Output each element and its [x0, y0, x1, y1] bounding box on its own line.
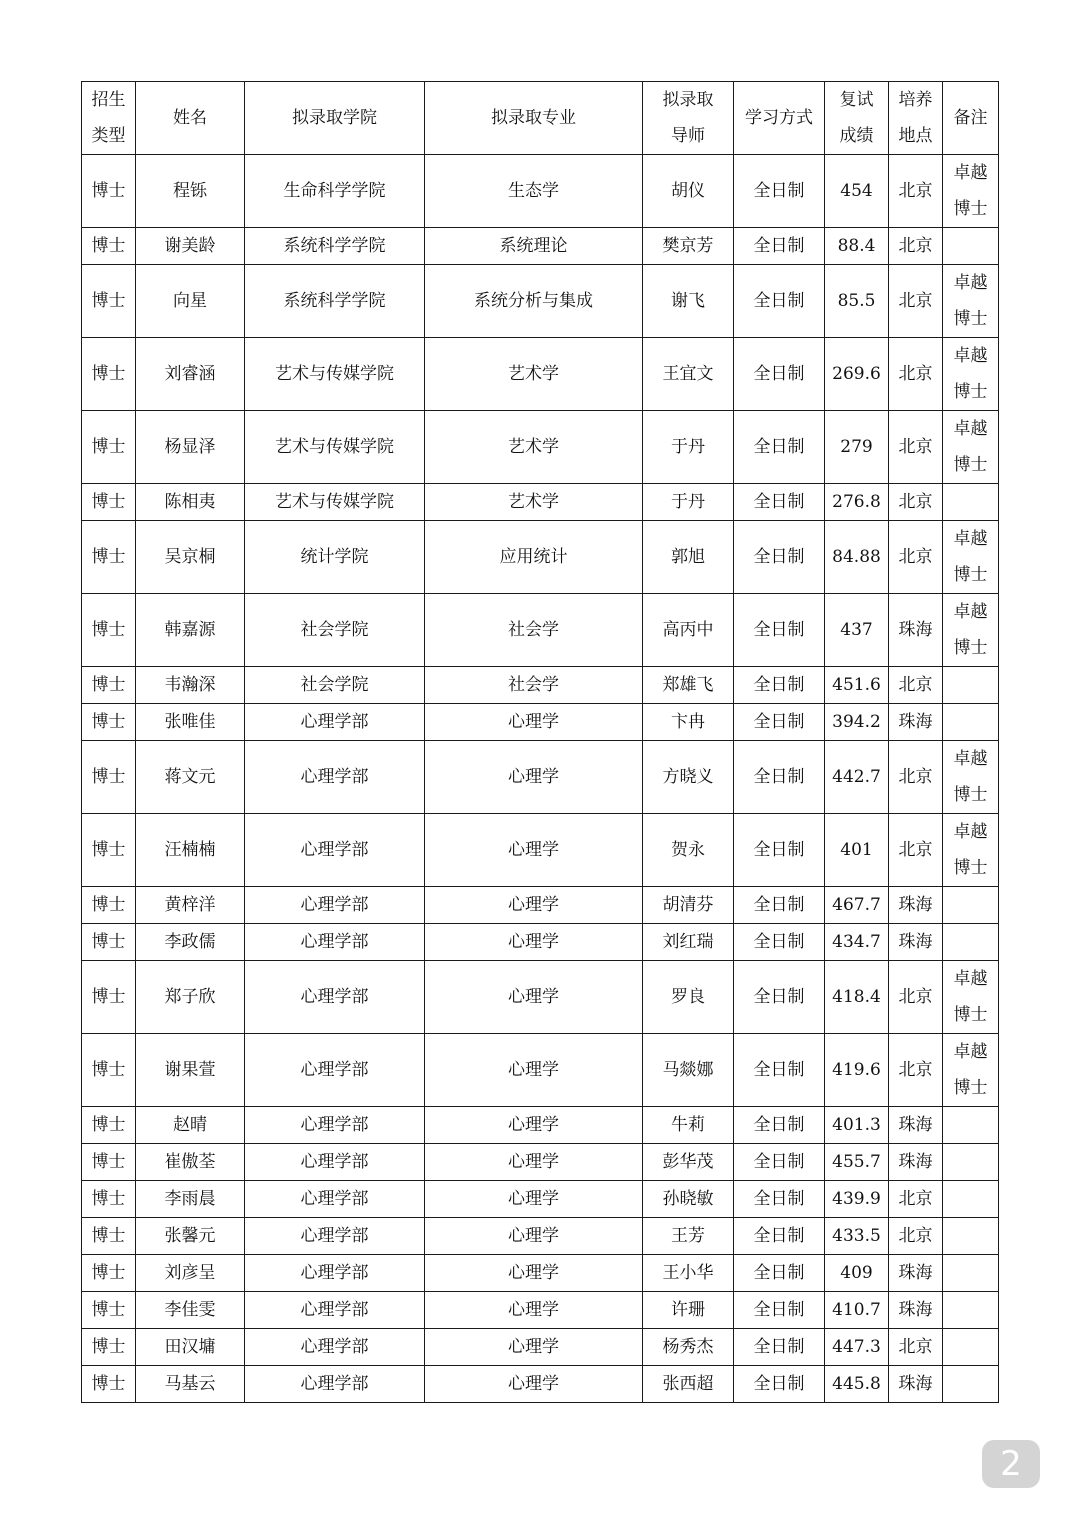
cell-study-mode: 全日制 [734, 1034, 825, 1107]
cell-location: 北京 [889, 521, 943, 594]
cell-admission-type: 博士 [82, 1218, 136, 1255]
cell-study-mode: 全日制 [734, 338, 825, 411]
cell-note: 卓越 博士 [943, 814, 999, 887]
cell-score: 439.9 [825, 1181, 889, 1218]
cell-admission-type: 博士 [82, 265, 136, 338]
cell-score: 409 [825, 1255, 889, 1292]
cell-admission-type: 博士 [82, 1255, 136, 1292]
cell-name: 刘睿涵 [136, 338, 245, 411]
cell-college: 心理学部 [245, 924, 425, 961]
cell-score: 437 [825, 594, 889, 667]
cell-advisor: 彭华茂 [643, 1144, 734, 1181]
cell-score: 401 [825, 814, 889, 887]
cell-major: 艺术学 [425, 411, 643, 484]
header-row [82, 82, 999, 155]
table-row [82, 741, 999, 814]
cell-note: 卓越 博士 [943, 265, 999, 338]
cell-college: 心理学部 [245, 741, 425, 814]
cell-note [943, 887, 999, 924]
cell-advisor: 王小华 [643, 1255, 734, 1292]
cell-admission-type: 博士 [82, 411, 136, 484]
cell-advisor: 罗良 [643, 961, 734, 1034]
cell-study-mode: 全日制 [734, 155, 825, 228]
cell-name: 吴京桐 [136, 521, 245, 594]
cell-study-mode: 全日制 [734, 521, 825, 594]
cell-location: 北京 [889, 265, 943, 338]
cell-score: 454 [825, 155, 889, 228]
cell-major: 心理学 [425, 1329, 643, 1366]
cell-major: 艺术学 [425, 484, 643, 521]
cell-location: 北京 [889, 1181, 943, 1218]
header-admission-type: 招生 类型 [82, 82, 136, 155]
cell-location: 珠海 [889, 1144, 943, 1181]
cell-note: 卓越 博士 [943, 521, 999, 594]
cell-advisor: 贺永 [643, 814, 734, 887]
cell-admission-type: 博士 [82, 484, 136, 521]
cell-advisor: 郭旭 [643, 521, 734, 594]
cell-location: 北京 [889, 338, 943, 411]
cell-admission-type: 博士 [82, 1181, 136, 1218]
cell-advisor: 张西超 [643, 1366, 734, 1403]
table-row [82, 924, 999, 961]
cell-note [943, 1218, 999, 1255]
cell-admission-type: 博士 [82, 1366, 136, 1403]
cell-college: 艺术与传媒学院 [245, 338, 425, 411]
cell-note: 卓越 博士 [943, 961, 999, 1034]
cell-college: 心理学部 [245, 1329, 425, 1366]
cell-name: 马基云 [136, 1366, 245, 1403]
cell-college: 系统科学学院 [245, 228, 425, 265]
cell-name: 崔傲荃 [136, 1144, 245, 1181]
table-row [82, 667, 999, 704]
cell-major: 心理学 [425, 924, 643, 961]
cell-college: 心理学部 [245, 1144, 425, 1181]
cell-admission-type: 博士 [82, 667, 136, 704]
cell-major: 心理学 [425, 1218, 643, 1255]
cell-note: 卓越 博士 [943, 411, 999, 484]
cell-score: 434.7 [825, 924, 889, 961]
cell-name: 张馨元 [136, 1218, 245, 1255]
cell-major: 心理学 [425, 1255, 643, 1292]
table-row [82, 228, 999, 265]
cell-name: 李佳雯 [136, 1292, 245, 1329]
table-row [82, 887, 999, 924]
cell-college: 心理学部 [245, 887, 425, 924]
cell-major: 系统理论 [425, 228, 643, 265]
cell-college: 社会学院 [245, 667, 425, 704]
cell-admission-type: 博士 [82, 338, 136, 411]
cell-score: 419.6 [825, 1034, 889, 1107]
cell-location: 珠海 [889, 1255, 943, 1292]
cell-name: 韦瀚深 [136, 667, 245, 704]
cell-location: 珠海 [889, 1107, 943, 1144]
cell-score: 276.8 [825, 484, 889, 521]
cell-admission-type: 博士 [82, 228, 136, 265]
cell-location: 北京 [889, 484, 943, 521]
cell-study-mode: 全日制 [734, 1218, 825, 1255]
table-row [82, 521, 999, 594]
cell-advisor: 谢飞 [643, 265, 734, 338]
cell-location: 北京 [889, 1218, 943, 1255]
cell-advisor: 于丹 [643, 411, 734, 484]
cell-advisor: 于丹 [643, 484, 734, 521]
cell-college: 艺术与传媒学院 [245, 411, 425, 484]
cell-name: 杨显泽 [136, 411, 245, 484]
cell-note [943, 1255, 999, 1292]
cell-name: 蒋文元 [136, 741, 245, 814]
cell-advisor: 马燚娜 [643, 1034, 734, 1107]
cell-study-mode: 全日制 [734, 961, 825, 1034]
cell-name: 田汉墉 [136, 1329, 245, 1366]
cell-study-mode: 全日制 [734, 1181, 825, 1218]
cell-name: 郑子欣 [136, 961, 245, 1034]
cell-advisor: 高丙中 [643, 594, 734, 667]
cell-note [943, 667, 999, 704]
cell-score: 279 [825, 411, 889, 484]
cell-major: 心理学 [425, 1144, 643, 1181]
cell-advisor: 胡清芬 [643, 887, 734, 924]
cell-major: 心理学 [425, 1366, 643, 1403]
cell-name: 李雨晨 [136, 1181, 245, 1218]
table-body [82, 155, 999, 1403]
cell-location: 珠海 [889, 924, 943, 961]
cell-admission-type: 博士 [82, 704, 136, 741]
cell-college: 统计学院 [245, 521, 425, 594]
cell-study-mode: 全日制 [734, 814, 825, 887]
cell-major: 心理学 [425, 1292, 643, 1329]
cell-advisor: 胡仪 [643, 155, 734, 228]
cell-major: 心理学 [425, 1034, 643, 1107]
cell-study-mode: 全日制 [734, 741, 825, 814]
table-row [82, 1366, 999, 1403]
cell-college: 心理学部 [245, 1292, 425, 1329]
cell-location: 北京 [889, 155, 943, 228]
header-advisor: 拟录取 导师 [643, 82, 734, 155]
cell-study-mode: 全日制 [734, 265, 825, 338]
cell-college: 生命科学学院 [245, 155, 425, 228]
cell-college: 心理学部 [245, 704, 425, 741]
cell-admission-type: 博士 [82, 594, 136, 667]
cell-location: 珠海 [889, 594, 943, 667]
cell-major: 生态学 [425, 155, 643, 228]
cell-score: 433.5 [825, 1218, 889, 1255]
cell-study-mode: 全日制 [734, 411, 825, 484]
cell-admission-type: 博士 [82, 1329, 136, 1366]
cell-name: 张唯佳 [136, 704, 245, 741]
cell-college: 艺术与传媒学院 [245, 484, 425, 521]
cell-name: 赵晴 [136, 1107, 245, 1144]
cell-location: 北京 [889, 961, 943, 1034]
table-row [82, 1144, 999, 1181]
cell-advisor: 郑雄飞 [643, 667, 734, 704]
cell-admission-type: 博士 [82, 741, 136, 814]
cell-note [943, 1181, 999, 1218]
table-row [82, 338, 999, 411]
cell-score: 401.3 [825, 1107, 889, 1144]
cell-note [943, 1366, 999, 1403]
table-header [82, 82, 999, 155]
cell-advisor: 王宜文 [643, 338, 734, 411]
cell-location: 珠海 [889, 887, 943, 924]
cell-study-mode: 全日制 [734, 484, 825, 521]
table-row [82, 1292, 999, 1329]
header-major: 拟录取专业 [425, 82, 643, 155]
cell-major: 心理学 [425, 961, 643, 1034]
cell-name: 陈相夷 [136, 484, 245, 521]
cell-advisor: 孙晓敏 [643, 1181, 734, 1218]
cell-major: 心理学 [425, 704, 643, 741]
table-row [82, 265, 999, 338]
cell-study-mode: 全日制 [734, 1329, 825, 1366]
cell-major: 应用统计 [425, 521, 643, 594]
cell-note: 卓越 博士 [943, 1034, 999, 1107]
table-row [82, 1218, 999, 1255]
cell-admission-type: 博士 [82, 1107, 136, 1144]
cell-college: 心理学部 [245, 1107, 425, 1144]
cell-location: 北京 [889, 814, 943, 887]
cell-name: 黄梓洋 [136, 887, 245, 924]
cell-study-mode: 全日制 [734, 887, 825, 924]
cell-name: 向星 [136, 265, 245, 338]
cell-advisor: 刘红瑞 [643, 924, 734, 961]
cell-note [943, 484, 999, 521]
cell-major: 心理学 [425, 1107, 643, 1144]
cell-note [943, 1292, 999, 1329]
cell-note [943, 704, 999, 741]
cell-major: 艺术学 [425, 338, 643, 411]
table-row [82, 814, 999, 887]
header-location: 培养 地点 [889, 82, 943, 155]
cell-major: 社会学 [425, 594, 643, 667]
table-row [82, 1255, 999, 1292]
cell-note [943, 228, 999, 265]
cell-note [943, 924, 999, 961]
cell-note: 卓越 博士 [943, 741, 999, 814]
cell-college: 系统科学学院 [245, 265, 425, 338]
cell-note [943, 1329, 999, 1366]
table-row [82, 961, 999, 1034]
cell-major: 心理学 [425, 887, 643, 924]
cell-admission-type: 博士 [82, 887, 136, 924]
table-row [82, 411, 999, 484]
cell-location: 北京 [889, 411, 943, 484]
cell-study-mode: 全日制 [734, 228, 825, 265]
cell-major: 心理学 [425, 814, 643, 887]
cell-advisor: 方晓义 [643, 741, 734, 814]
cell-college: 心理学部 [245, 1218, 425, 1255]
cell-name: 刘彦呈 [136, 1255, 245, 1292]
cell-location: 珠海 [889, 704, 943, 741]
cell-score: 85.5 [825, 265, 889, 338]
cell-college: 社会学院 [245, 594, 425, 667]
cell-location: 北京 [889, 667, 943, 704]
table-row [82, 704, 999, 741]
cell-note [943, 1107, 999, 1144]
cell-college: 心理学部 [245, 961, 425, 1034]
cell-note: 卓越 博士 [943, 155, 999, 228]
cell-score: 442.7 [825, 741, 889, 814]
cell-admission-type: 博士 [82, 814, 136, 887]
cell-location: 北京 [889, 1329, 943, 1366]
cell-location: 珠海 [889, 1292, 943, 1329]
header-note: 备注 [943, 82, 999, 155]
cell-score: 394.2 [825, 704, 889, 741]
cell-note: 卓越 博士 [943, 338, 999, 411]
header-study-mode: 学习方式 [734, 82, 825, 155]
cell-location: 珠海 [889, 1366, 943, 1403]
cell-admission-type: 博士 [82, 155, 136, 228]
cell-study-mode: 全日制 [734, 594, 825, 667]
cell-college: 心理学部 [245, 814, 425, 887]
cell-admission-type: 博士 [82, 1034, 136, 1107]
cell-score: 451.6 [825, 667, 889, 704]
cell-score: 410.7 [825, 1292, 889, 1329]
cell-admission-type: 博士 [82, 1144, 136, 1181]
cell-college: 心理学部 [245, 1181, 425, 1218]
cell-advisor: 杨秀杰 [643, 1329, 734, 1366]
cell-study-mode: 全日制 [734, 1366, 825, 1403]
cell-note [943, 1144, 999, 1181]
cell-name: 谢果萱 [136, 1034, 245, 1107]
cell-admission-type: 博士 [82, 961, 136, 1034]
cell-note: 卓越 博士 [943, 594, 999, 667]
cell-study-mode: 全日制 [734, 1107, 825, 1144]
cell-advisor: 卞冉 [643, 704, 734, 741]
table-row [82, 484, 999, 521]
table-row [82, 1034, 999, 1107]
cell-score: 84.88 [825, 521, 889, 594]
cell-advisor: 王芳 [643, 1218, 734, 1255]
page-number-badge: 2 [982, 1440, 1040, 1488]
cell-study-mode: 全日制 [734, 667, 825, 704]
cell-name: 谢美龄 [136, 228, 245, 265]
cell-advisor: 许珊 [643, 1292, 734, 1329]
table-row [82, 1329, 999, 1366]
table-row [82, 1181, 999, 1218]
header-name: 姓名 [136, 82, 245, 155]
cell-study-mode: 全日制 [734, 924, 825, 961]
cell-major: 系统分析与集成 [425, 265, 643, 338]
cell-name: 韩嘉源 [136, 594, 245, 667]
cell-advisor: 樊京芳 [643, 228, 734, 265]
table-row [82, 594, 999, 667]
cell-score: 88.4 [825, 228, 889, 265]
cell-college: 心理学部 [245, 1255, 425, 1292]
cell-advisor: 牛莉 [643, 1107, 734, 1144]
header-college: 拟录取学院 [245, 82, 425, 155]
cell-college: 心理学部 [245, 1034, 425, 1107]
cell-study-mode: 全日制 [734, 1255, 825, 1292]
cell-score: 445.8 [825, 1366, 889, 1403]
cell-score: 269.6 [825, 338, 889, 411]
cell-major: 社会学 [425, 667, 643, 704]
cell-major: 心理学 [425, 741, 643, 814]
cell-admission-type: 博士 [82, 1292, 136, 1329]
cell-study-mode: 全日制 [734, 1292, 825, 1329]
cell-admission-type: 博士 [82, 924, 136, 961]
cell-name: 程铄 [136, 155, 245, 228]
cell-score: 467.7 [825, 887, 889, 924]
cell-major: 心理学 [425, 1181, 643, 1218]
cell-college: 心理学部 [245, 1366, 425, 1403]
table-row [82, 1107, 999, 1144]
cell-name: 李政儒 [136, 924, 245, 961]
cell-study-mode: 全日制 [734, 704, 825, 741]
cell-score: 447.3 [825, 1329, 889, 1366]
cell-location: 北京 [889, 1034, 943, 1107]
cell-location: 北京 [889, 741, 943, 814]
cell-admission-type: 博士 [82, 521, 136, 594]
cell-study-mode: 全日制 [734, 1144, 825, 1181]
admission-table [81, 81, 999, 1403]
cell-score: 455.7 [825, 1144, 889, 1181]
header-score: 复试 成绩 [825, 82, 889, 155]
cell-score: 418.4 [825, 961, 889, 1034]
cell-name: 汪楠楠 [136, 814, 245, 887]
table-row [82, 155, 999, 228]
cell-location: 北京 [889, 228, 943, 265]
